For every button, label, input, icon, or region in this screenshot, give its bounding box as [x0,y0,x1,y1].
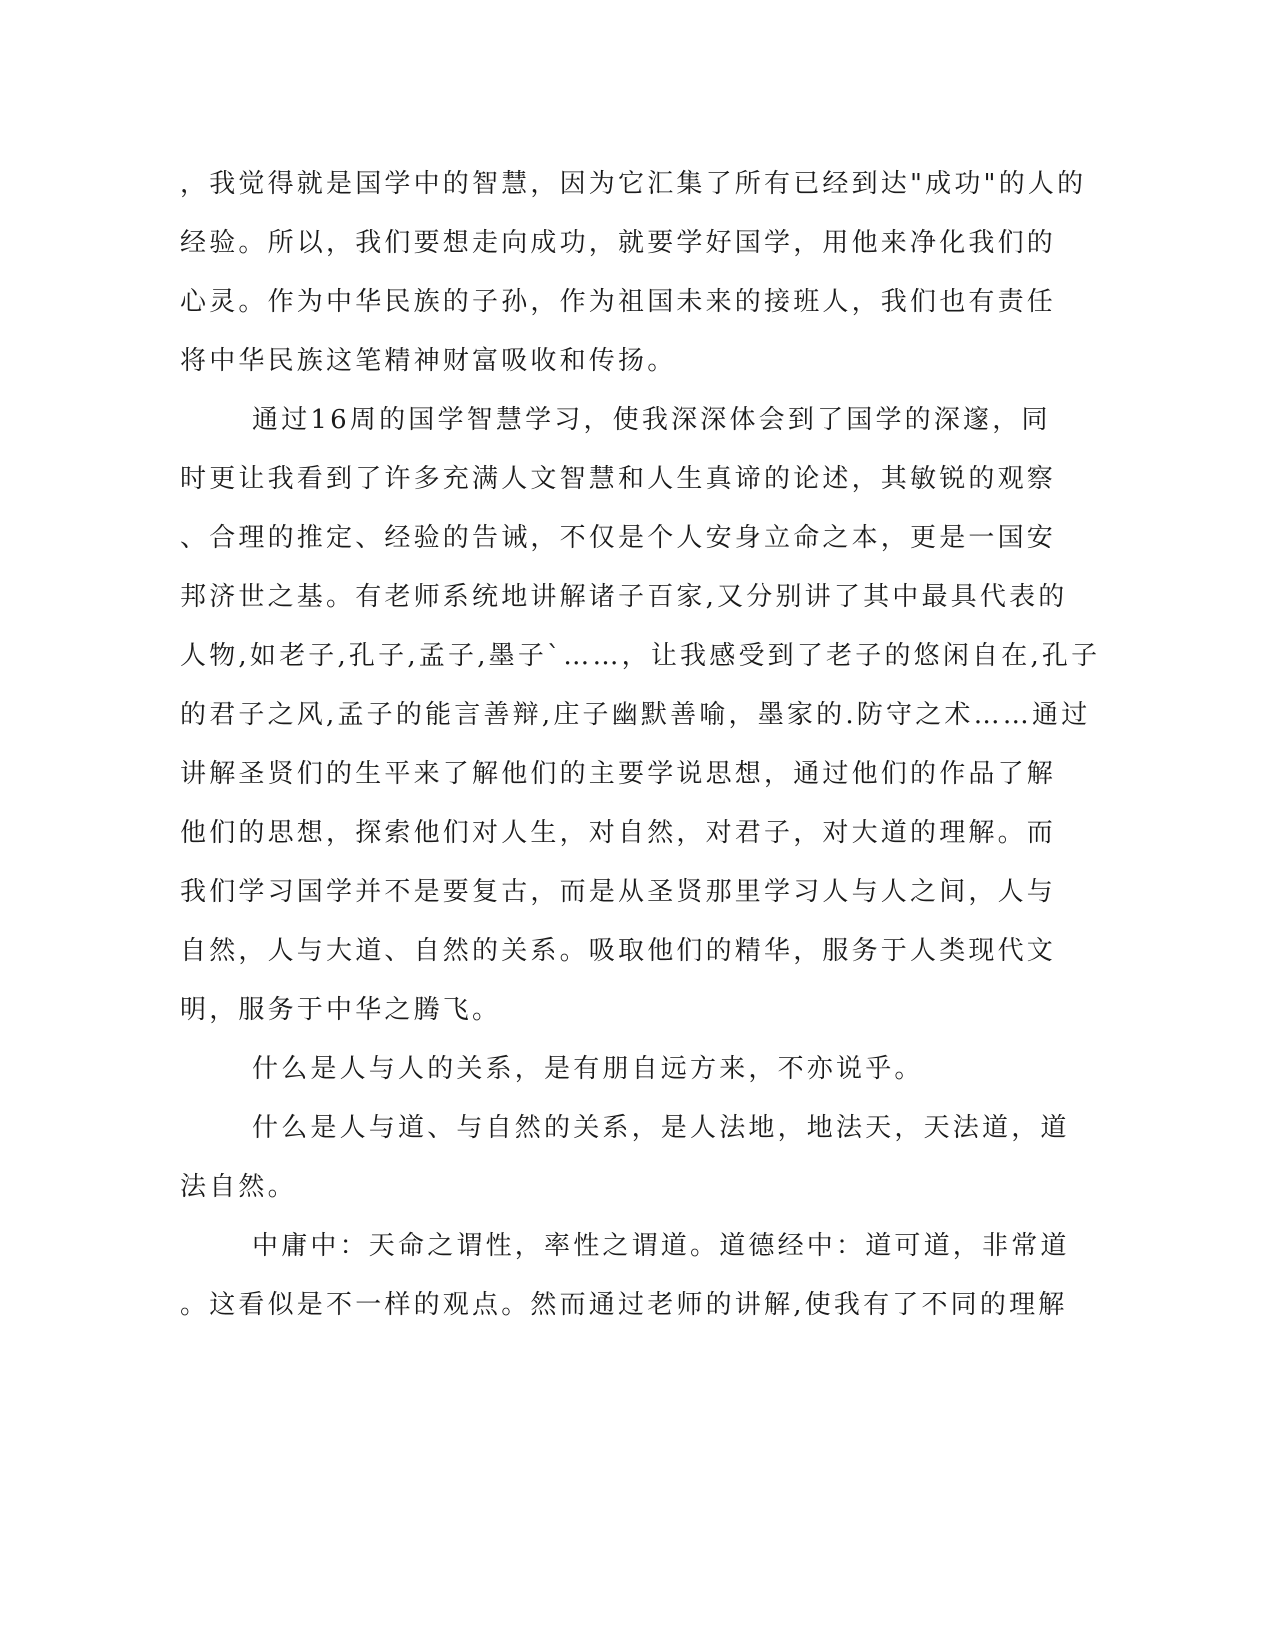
text-line: 心灵。作为中华民族的子孙，作为祖国未来的接班人，我们也有责任 [180,287,1057,317]
text-line: 我们学习国学并不是要复古，而是从圣贤那里学习人与人之间，人与 [180,877,1057,907]
paragraph-2 [180,391,1101,1040]
text-line: 经验。所以，我们要想走向成功，就要学好国学，用他来净化我们的 [180,228,1057,258]
paragraph-5 [180,1217,1070,1335]
text-line: 明，服务于中华之腾飞。 [180,995,502,1025]
paragraph-4 [180,1099,1070,1217]
paragraph-1 [180,155,1087,391]
text-line: 的君子之风,孟子的能言善辩,庄子幽默善喻，墨家的.防守之术……通过 [180,700,1091,730]
text-line: 讲解圣贤们的生平来了解他们的主要学说思想，通过他们的作品了解 [180,759,1057,789]
paragraph-3 [180,1040,1030,1099]
text-line: 通过16周的国学智慧学习，使我深深体会到了国学的深邃，同 [252,405,1051,435]
text-line: 、合理的推定、经验的告诫，不仅是个人安身立命之本，更是一国安 [180,523,1057,553]
text-line: 自然，人与大道、自然的关系。吸取他们的精华，服务于人类现代文 [180,936,1057,966]
text-line: 什么是人与人的关系，是有朋自远方来，不亦说乎。 [252,1054,924,1084]
text-line: 邦济世之基。有老师系统地讲解诸子百家,又分别讲了其中最具代表的 [180,582,1068,612]
text-line: 他们的思想，探索他们对人生，对自然，对君子，对大道的理解。而 [180,818,1057,848]
text-line: 法自然。 [180,1172,297,1202]
text-line: 将中华民族这笔精神财富吸收和传扬。 [180,346,677,376]
text-line: 。这看似是不一样的观点。然而通过老师的讲解,使我有了不同的理解 [180,1290,1068,1320]
text-line: 人物,如老子,孔子,孟子,墨子`……，让我感受到了老子的悠闲自在,孔子 [180,641,1101,671]
text-line: ，我觉得就是国学中的智慧，因为它汇集了所有已经到达"成功"的人的 [180,169,1087,199]
text-line: 中庸中：天命之谓性，率性之谓道。道德经中：道可道，非常道 [252,1231,1070,1261]
document-page [180,155,1101,1335]
text-line: 什么是人与道、与自然的关系，是人法地，地法天，天法道，道 [252,1113,1070,1143]
text-line: 时更让我看到了许多充满人文智慧和人生真谛的论述，其敏锐的观察 [180,464,1057,494]
